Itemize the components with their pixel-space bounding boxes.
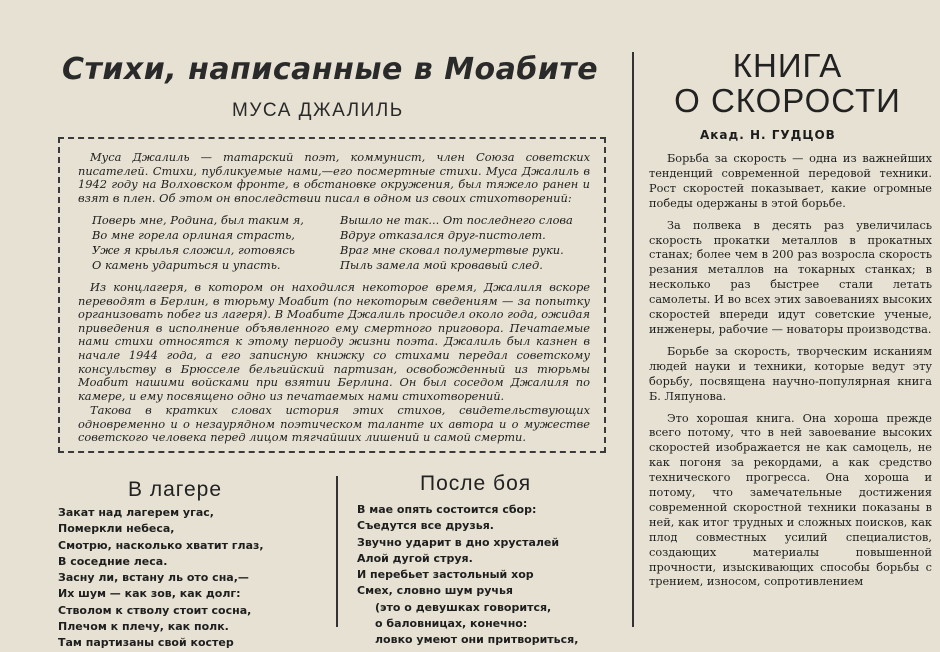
- poem-line: И перебьет застольный хор: [357, 568, 534, 582]
- poem-line: Засну ли, встану ль ото сна,—: [58, 571, 249, 585]
- intro-poem-line: Вышло не так... От последнего слова: [340, 213, 573, 227]
- intro-paragraph-1: Муса Джалиль — татарский поэт, коммунист, член Союза советских писателей. Стихи, публикуемые нами,—его посмертные стихи. Муса Джалиль в 1942 году на Волховском фронте, в обстановке окружения, был тяжело ранен и взят в плен. Об этом он впоследствии писал в одном из своих стихотворений:: [78, 150, 590, 205]
- book-article-title-line2: О СКОРОСТИ: [674, 82, 901, 119]
- body-paragraph: Борьба за скорость — одна из важнейших тенденций современной передовой техники. Рост скоростей показывает, какие огромные победы одержаны в этой борьбе.: [649, 152, 932, 210]
- intro-poem-line: Уже я крылья сложил, готовясь: [92, 243, 295, 257]
- poem-line: Померкли небеса,: [58, 522, 175, 536]
- column-divider: [336, 476, 338, 627]
- body-paragraph: Это хорошая книга. Она хороша прежде всего потому, что в ней завоевание высоких скоростей изображается не как самоцель, не как погоня за рекордами, а как средство технического прогресса. Она хороша и потому, что замечательные достижения современной скоростной техники показаны в ней, как итог трудных и сложных поисков, как плод совместных усилий специалистов, создающих материалы повышенной прочности, изыскивающих способы борьбы с трением, износом, сопротивлением: [649, 411, 932, 589]
- poem-line: Смотрю, насколько хватит глаз,: [58, 538, 264, 552]
- poem-line: В соседние леса.: [58, 554, 168, 568]
- poem-line: о баловницах, конечно:: [375, 617, 528, 631]
- poem-line: Алой дугой струя.: [357, 551, 473, 565]
- book-article-author: Акад. Н. ГУДЦОВ: [700, 128, 836, 142]
- poem-line: Там партизаны свой костер: [58, 636, 234, 650]
- intro-poem-left: [92, 213, 304, 273]
- book-article-body: [649, 152, 932, 597]
- book-article-title: [660, 48, 915, 118]
- poem-line: Звучно ударит в дно хрусталей: [357, 535, 560, 549]
- intro-poem-right: [340, 213, 573, 273]
- intro-poem-line: О камень удариться и упасть.: [92, 258, 281, 272]
- poem-line: Съедутся все друзья.: [357, 519, 494, 533]
- poem-line: В мае опять состоится сбор:: [357, 503, 537, 516]
- poem-line: Плечом к плечу, как полк.: [58, 620, 229, 634]
- intro-poem-line: Вдруг отказался друг-пистолет.: [340, 228, 546, 242]
- poem-in-camp: [58, 505, 264, 652]
- poem-line: Их шум — как зов, как долг:: [58, 587, 241, 601]
- article-title: Стихи, написанные в Моабите: [62, 52, 599, 87]
- body-paragraph: За полвека в десять раз увеличилась скорость прокатки металлов в прокатных станах; более чем в 200 раз возросла скорость резания металлов на токарных станках; в несколько раз быстрее стали летать самолеты. И во всех этих завоеваниях высоких скоростей впереди идут советские ученые, инженеры, рабочие — новаторы производства.: [649, 218, 932, 336]
- intro-paragraph-2: Из концлагеря, в котором он находился некоторое время, Джалиля вскоре переводят в Берлин, в тюрьму Моабит (по некоторым сведениям — за попытку организовать побег из лагеря). В Моабите Джалиль просидел около года, ожидая приведения в исполнение объявленного ему смертного приговора. Печатаемые нами стихи относятся к этому периоду жизни поэта. Джалиль был казнен в начале 1944 года, а его записную книжку со стихами передал советскому консульству в Брюсселе бельгийский партизан, освобожденный из тюрьмы Моабит нашими войсками при взятии Берлина. Он был соседом Джалиля по камере, и ему посвящено одно из печатаемых нами стихотворений.: [78, 280, 590, 403]
- article-author: МУСА ДЖАЛИЛЬ: [232, 100, 404, 121]
- poem-title-after-battle: После боя: [420, 472, 532, 495]
- poem-line: Закат над лагерем угас,: [58, 506, 214, 519]
- poem-line: (это о девушках говорится,: [375, 600, 552, 614]
- intro-poem-line: Поверь мне, Родина, был таким я,: [92, 213, 304, 227]
- poem-line: Смех, словно шум ручья: [357, 584, 513, 598]
- intro-poem-line: Пыль замела мой кровавый след.: [340, 258, 543, 272]
- poem-line: ловко умеют они притвориться,: [375, 633, 579, 647]
- intro-paragraph-3: Такова в кратких словах история этих стихов, свидетельствующих одновременно и о незаурядном поэтическом таланте их автора и о мужестве советского человека перед лицом тягчайших лишений и самой смерти.: [78, 403, 590, 445]
- intro-poem-line: Враг мне сковал полумертвые руки.: [340, 243, 564, 257]
- poem-line: Стволом к стволу стоит сосна,: [58, 603, 252, 617]
- poem-title-in-camp: В лагере: [128, 478, 223, 501]
- book-article-title-line1: КНИГА: [732, 47, 843, 84]
- body-paragraph: Борьбе за скорость, творческим исканиям людей науки и техники, которые ведут эту борьбу, посвящена научно-популярная книга Б. Ляпунова.: [649, 344, 932, 403]
- article-divider: [632, 52, 634, 627]
- intro-poem-line: Во мне горела орлиная страсть,: [92, 228, 295, 242]
